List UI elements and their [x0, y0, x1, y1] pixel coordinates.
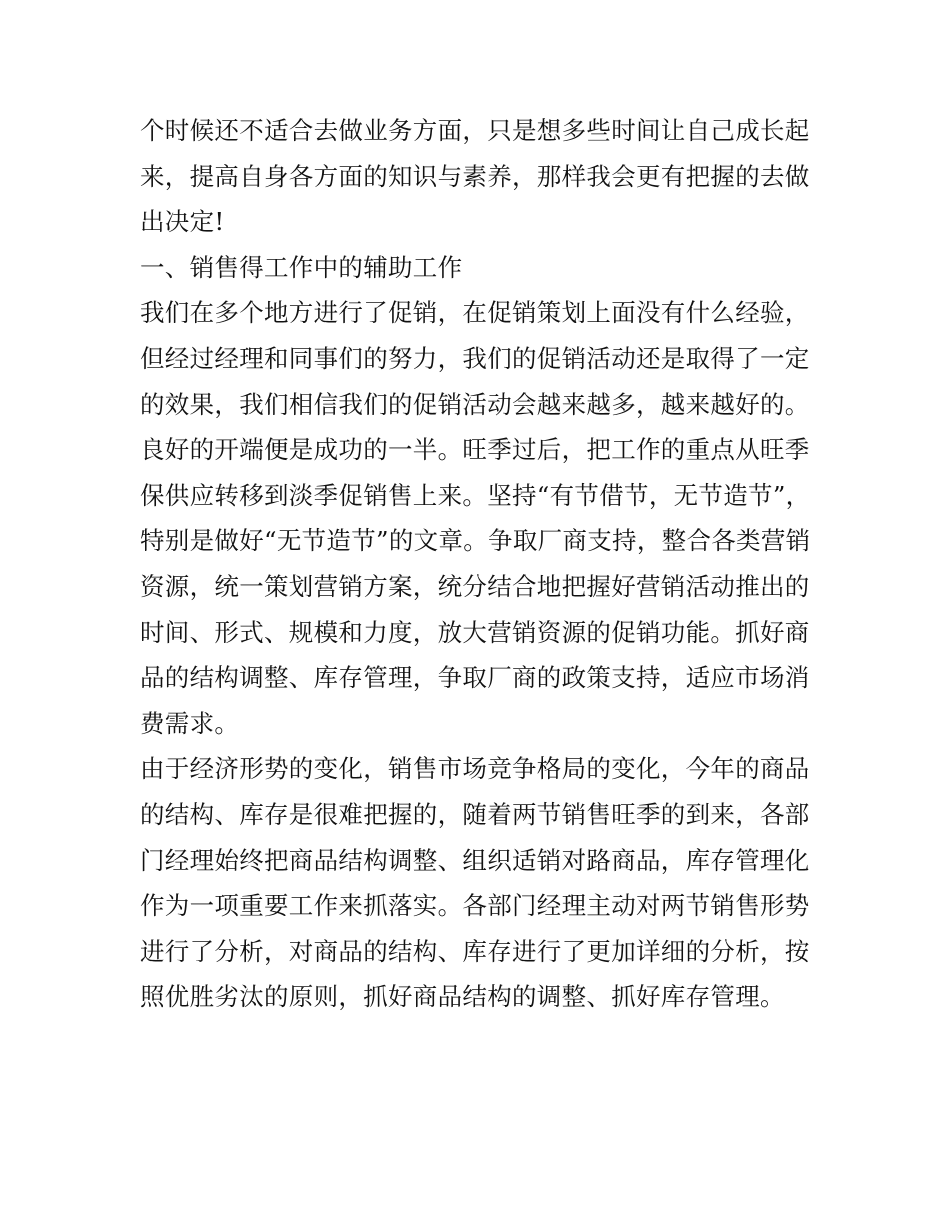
- section-heading: 一、销售得工作中的辅助工作: [140, 252, 463, 282]
- text-line: 资源，统一策划营销方案，统分结合地把握好营销活动推出的: [140, 571, 810, 601]
- text-line: 的结构、库存是很难把握的，随着两节销售旺季的到来，各部: [140, 799, 810, 829]
- text-line: 费需求。: [140, 708, 240, 738]
- text-line: 照优胜劣汰的原则，抓好商品结构的调整、抓好库存管理。: [140, 982, 785, 1012]
- text-line: 的效果，我们相信我们的促销活动会越来越多，越来越好的。: [140, 389, 810, 419]
- text-line: 由于经济形势的变化，销售市场竞争格局的变化，今年的商品: [140, 754, 810, 784]
- document-body: [140, 108, 815, 1020]
- text-line: 品的结构调整、库存管理，争取厂商的政策支持，适应市场消: [140, 663, 810, 693]
- text-line: 出决定!: [140, 207, 225, 237]
- text-line: 但经过经理和同事们的努力，我们的促销活动还是取得了一定: [140, 343, 810, 373]
- text-line: 特别是做好“无节造节”的文章。争取厂商支持，整合各类营销: [140, 526, 811, 556]
- text-line: 我们在多个地方进行了促销，在促销策划上面没有什么经验，: [140, 298, 810, 328]
- text-line: 门经理始终把商品结构调整、组织适销对路商品，库存管理化: [140, 845, 810, 875]
- text-line: 个时候还不适合去做业务方面，只是想多些时间让自己成长起: [140, 116, 810, 145]
- text-line: 来，提高自身各方面的知识与素养，那样我会更有把握的去做: [140, 161, 810, 191]
- text-line: 时间、形式、规模和力度，放大营销资源的促销功能。抓好商: [140, 617, 810, 647]
- text-line: 作为一项重要工作来抓落实。各部门经理主动对两节销售形势: [140, 891, 810, 921]
- text-line: 良好的开端便是成功的一半。旺季过后，把工作的重点从旺季: [140, 435, 810, 465]
- text-line: 进行了分析，对商品的结构、库存进行了更加详细的分析，按: [140, 936, 810, 966]
- text-line: 保供应转移到淡季促销售上来。坚持“有节借节，无节造节”，: [140, 480, 811, 510]
